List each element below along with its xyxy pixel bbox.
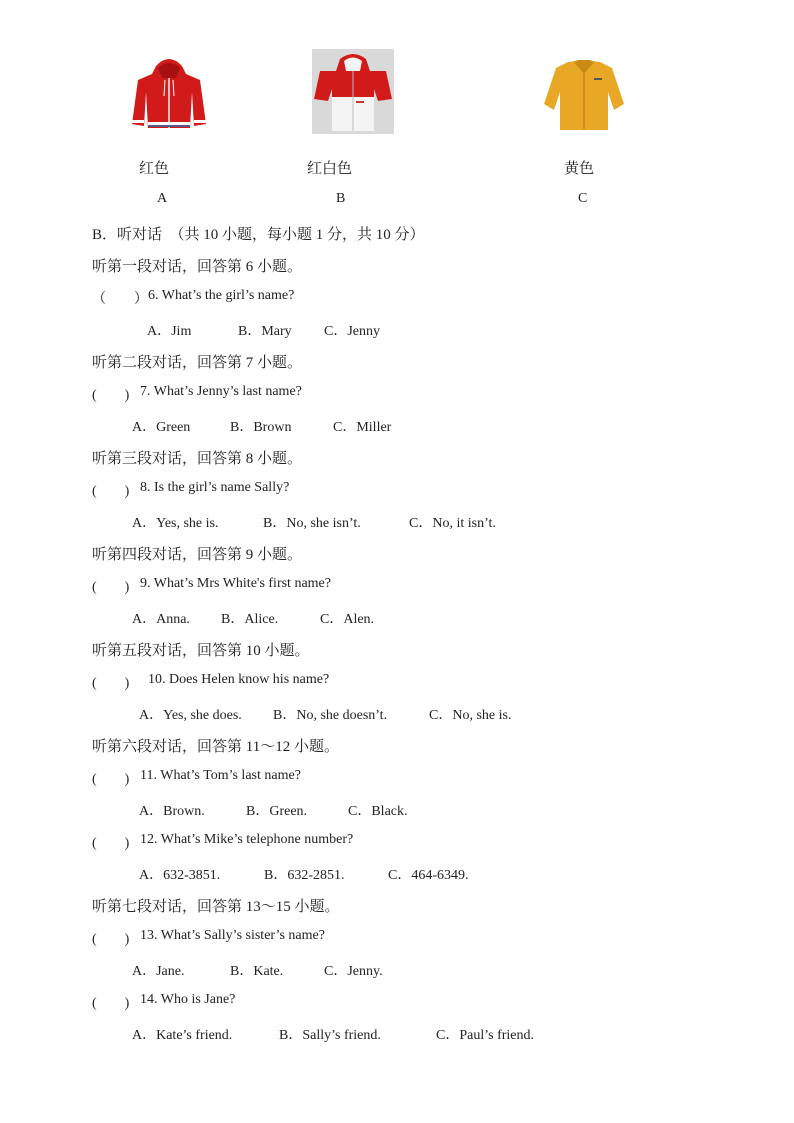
- option-9-b[interactable]: B．Alice.: [221, 612, 279, 627]
- question-12: 12. What’s Mike’s telephone number?: [140, 832, 354, 847]
- option-11-c[interactable]: C．Black.: [348, 804, 408, 819]
- option-10-c[interactable]: C．No, she is.: [429, 708, 512, 723]
- answer-blank-6[interactable]: （ ）: [92, 292, 148, 307]
- dialogue-intro-2: 听第二段对话，回答第 7 小题。: [92, 355, 303, 371]
- question-11: 11. What’s Tom’s last name?: [140, 768, 301, 783]
- question-7: 7. What’s Jenny’s last name?: [140, 384, 302, 399]
- image-b-color-label: 红白色: [307, 161, 353, 177]
- question-8: 8. Is the girl’s name Sally?: [140, 480, 290, 495]
- answer-blank-14[interactable]: ( ): [92, 996, 130, 1011]
- option-7-b[interactable]: B．Brown: [230, 420, 292, 435]
- question-10: 10. Does Helen know his name?: [148, 672, 330, 687]
- image-c-letter: C: [578, 191, 588, 206]
- option-11-b[interactable]: B．Green.: [246, 804, 308, 819]
- option-8-b[interactable]: B．No, she isn’t.: [263, 516, 361, 531]
- image-a-letter: A: [157, 191, 168, 206]
- yellow-jacket-image: [538, 56, 630, 132]
- option-8-c[interactable]: C．No, it isn’t.: [409, 516, 496, 531]
- dialogue-intro-1: 听第一段对话，回答第 6 小题。: [92, 259, 303, 275]
- option-12-b[interactable]: B．632-2851.: [264, 868, 345, 883]
- question-6: 6. What’s the girl’s name?: [148, 288, 295, 303]
- option-7-a[interactable]: A．Green: [132, 420, 191, 435]
- option-11-a[interactable]: A．Brown.: [139, 804, 205, 819]
- answer-blank-8[interactable]: ( ): [92, 484, 130, 499]
- answer-blank-7[interactable]: ( ): [92, 388, 130, 403]
- option-13-b[interactable]: B．Kate.: [230, 964, 284, 979]
- red-hoodie-jacket-image: [128, 52, 210, 132]
- answer-blank-12[interactable]: ( ): [92, 836, 130, 851]
- option-8-a[interactable]: A．Yes, she is.: [132, 516, 219, 531]
- dialogue-intro-5: 听第五段对话，回答第 10 小题。: [92, 643, 310, 659]
- option-13-c[interactable]: C．Jenny.: [324, 964, 383, 979]
- option-14-b[interactable]: B．Sally’s friend.: [279, 1028, 381, 1043]
- option-10-b[interactable]: B．No, she doesn’t.: [273, 708, 388, 723]
- option-12-c[interactable]: C．464-6349.: [388, 868, 469, 883]
- option-9-c[interactable]: C．Alen.: [320, 612, 375, 627]
- image-b-letter: B: [336, 191, 346, 206]
- section-heading: B．听对话 （共 10 小题，每小题 1 分，共 10 分）: [92, 227, 425, 243]
- question-9: 9. What’s Mrs White's first name?: [140, 576, 331, 591]
- answer-blank-13[interactable]: ( ): [92, 932, 130, 947]
- dialogue-intro-3: 听第三段对话，回答第 8 小题。: [92, 451, 303, 467]
- option-14-c[interactable]: C．Paul’s friend.: [436, 1028, 534, 1043]
- option-13-a[interactable]: A．Jane.: [132, 964, 185, 979]
- image-c-color-label: 黄色: [564, 161, 595, 177]
- option-6-c[interactable]: C．Jenny: [324, 324, 380, 339]
- dialogue-intro-6: 听第六段对话，回答第 11～12 小题。: [92, 739, 339, 755]
- red-white-jacket-image: [312, 49, 394, 134]
- option-6-b[interactable]: B．Mary: [238, 324, 292, 339]
- answer-blank-10[interactable]: ( ): [92, 676, 130, 691]
- question-14: 14. Who is Jane?: [140, 992, 236, 1007]
- option-7-c[interactable]: C．Miller: [333, 420, 392, 435]
- option-12-a[interactable]: A．632-3851.: [139, 868, 221, 883]
- option-9-a[interactable]: A．Anna.: [132, 612, 190, 627]
- option-14-a[interactable]: A．Kate’s friend.: [132, 1028, 233, 1043]
- answer-blank-9[interactable]: ( ): [92, 580, 130, 595]
- question-13: 13. What’s Sally’s sister’s name?: [140, 928, 325, 943]
- image-a-color-label: 红色: [139, 161, 170, 177]
- answer-blank-11[interactable]: ( ): [92, 772, 130, 787]
- option-6-a[interactable]: A．Jim: [147, 324, 192, 339]
- dialogue-intro-4: 听第四段对话，回答第 9 小题。: [92, 547, 303, 563]
- option-10-a[interactable]: A．Yes, she does.: [139, 708, 242, 723]
- dialogue-intro-7: 听第七段对话，回答第 13～15 小题。: [92, 899, 340, 915]
